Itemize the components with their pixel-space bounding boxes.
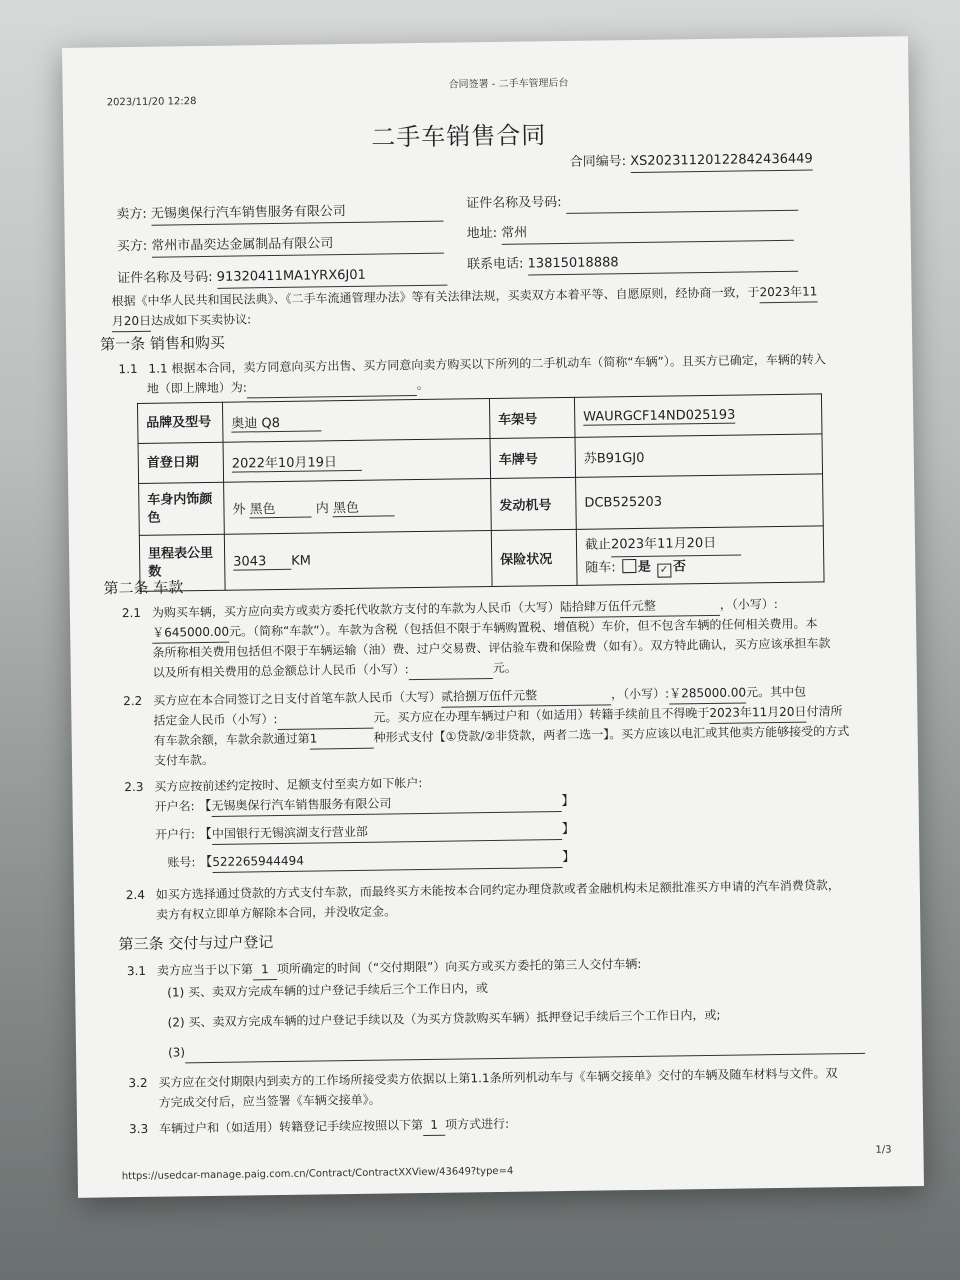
total-price-lower: ￥645000.00: [152, 622, 229, 644]
value-exterior: 黑色: [249, 497, 311, 518]
seller-cert-label: 证件名称及号码:: [466, 195, 562, 212]
mileage-unit: KM: [291, 553, 312, 569]
contract-number-label: 合同编号:: [569, 154, 627, 170]
seller-row: [116, 201, 443, 227]
label-first-reg: 首登日期: [138, 442, 224, 483]
account-name-row: 开户名: 【无锡奥保行汽车销售服务有限公司 】: [154, 791, 574, 818]
buyer-label: 买方:: [116, 238, 148, 255]
exterior-label: 外: [232, 501, 246, 518]
value-first-reg: 2022年10月19日: [232, 450, 362, 472]
value-mileage: 3043: [233, 553, 291, 570]
bank-label: 开户行:: [154, 827, 196, 842]
label-insurance: 保险状况: [491, 529, 577, 586]
print-timestamp: 2023/11/20 12:28: [106, 96, 197, 109]
clause-2-2-line4: 支付车款。: [153, 752, 215, 768]
clause-3-2-line2: 方完成交付后，应当签署《车辆交接单》。: [158, 1092, 381, 1110]
option-no: 否: [672, 559, 687, 575]
preamble-line2: 月20日达成如下买卖协议:: [112, 309, 252, 332]
option-yes: 是: [637, 559, 651, 575]
delivery-option-1: (1) 买、卖双方完成车辆的过户登记手续后三个工作日内，或: [167, 981, 489, 1000]
clause-2-1-line4: 以及所有相关费用的总金额总计人民币（小写）: 元。: [153, 658, 517, 684]
with-car-label: 随车:: [585, 560, 616, 576]
clause-1-1-line1: 1.1 1.1 根据本合同，卖方同意向买方出售、买方同意向卖方购买以下所列的二手机动车（简称“车辆”）。且买方已确定，车辆的转入: [118, 352, 826, 377]
section2-heading: 第二条 车款: [103, 578, 184, 598]
label-engine: 发动机号: [491, 477, 577, 530]
total-price-upper: 陆拾肆万伍仟元整: [560, 595, 720, 618]
bank-row: 开户行: 【中国银行无锡滨湖支行营业部 】: [155, 819, 575, 846]
phone-label: 联系电话:: [466, 256, 524, 273]
clause-2-1-line2: ￥645000.00元。（简称“车款”）。车款为含税（包括但不限于车辆购置税、增值税）车价，但不包含车辆的任何相关费用。本: [152, 613, 818, 643]
seller-label: 卖方:: [116, 206, 147, 223]
print-page-title: 合同签署 - 二手车管理后台: [448, 77, 569, 91]
insurance-until-label: 截止: [584, 537, 612, 553]
seller-cert-row: [466, 190, 798, 216]
page-number: 1/3: [875, 1144, 892, 1156]
clause-2-2-line2: 括定金人民币（小写）: 元。买方应在办理车辆过户和（如适用）转籍手续前且不得晚于2023年11月20日付清所: [153, 701, 842, 732]
clause-3-2-line1: 3.2 买方应在交付期限内到卖方的工作场所接受卖方依据以上第1.1条所列机动车与《车辆交接单》交付的车辆及随车材料与文件。双: [128, 1066, 838, 1091]
clause-2-1-line3: 条所称相关费用包括但不限于车辆运输（油）费、过户交易费、评估验车费和保险费（如有）。双方特此确认，买方应该承担车款: [152, 636, 831, 660]
clause-3-1-line1: 3.1 卖方应当于以下第 1 项所确定的时间（“交付期限”）向买方或买方委托的第三人交付车辆:: [127, 954, 642, 982]
label-mileage: 里程表公里数: [139, 534, 225, 591]
value-interior: 黑色: [333, 496, 395, 517]
label-plate: 车牌号: [490, 437, 576, 478]
value-plate: 苏B91GJ0: [583, 450, 645, 467]
value-vin: WAURGCF14ND025193: [583, 407, 736, 425]
clause-2-2-line3: 有车款余额，车款余款通过第1 种形式支付【①贷款/②非贷款，两者二选一】。买方应该以电汇或其他卖方能够接受的方式: [153, 724, 850, 748]
sign-date-part2: 月20日: [112, 311, 152, 333]
checkbox-yes: [622, 559, 636, 573]
checkbox-no-checked: ✓: [657, 564, 671, 578]
delivery-option-number: 1: [253, 959, 277, 980]
buyer-cert-label: 证件名称及号码:: [117, 269, 213, 287]
account-name: 无锡奥保行汽车销售服务有限公司: [211, 791, 561, 817]
interior-label: 内: [315, 500, 329, 516]
delivery-option-3: (3): [168, 1033, 865, 1064]
down-payment-upper: 贰拾捌万伍仟元整: [441, 684, 611, 707]
contract-number-row: [570, 149, 813, 173]
section3-heading: 第三条 交付与过户登记: [118, 933, 274, 954]
clause-1-1-line2: 地（即上牌地）为: 。: [147, 375, 429, 400]
delivery-option-2: (2) 买、卖双方完成车辆的过户登记手续以及（为买方贷款购买车辆）抵押登记手续后三个工作日内，或;: [167, 1007, 721, 1030]
vehicle-spec-table: [137, 393, 825, 592]
buyer-row: [117, 233, 444, 259]
buyer-address: 常州: [501, 220, 793, 245]
clause-2-4-line2: 卖方有权立即单方解除本合同，并没收定金。: [156, 904, 397, 922]
value-engine: DCB525203: [584, 494, 663, 511]
label-brand-model: 品牌及型号: [137, 402, 223, 443]
down-payment-lower: ￥285000.00: [669, 682, 746, 704]
clause-2-3-line1: 2.3 买方应按前述约定按时、足额支付至卖方如下帐户:: [124, 776, 423, 795]
address-label: 地址:: [466, 225, 498, 242]
clause-2-4-line1: 2.4 如买方选择通过贷款的方式支付车款，而最终买方未能按本合同约定办理贷款或者金融机构未足额批准买方申请的汽车消费贷款，: [125, 878, 840, 903]
clause-2-1-line1: 2.1 为购买车辆，买方应向卖方或卖方委托代收款方支付的车款为人民币（大写）陆拾肆万伍仟元整 ，（小写）:: [122, 594, 778, 624]
buyer-address-row: [467, 220, 794, 246]
transfer-deadline: 2023年11月20日: [709, 702, 806, 724]
seller-name: 无锡奥保行汽车销售服务有限公司: [151, 201, 443, 226]
account-number-label: 账号:: [167, 855, 196, 870]
account-name-label: 开户名:: [154, 799, 195, 814]
buyer-name: 常州市晶奕达金属制品有限公司: [151, 233, 443, 258]
payment-method: 1: [310, 728, 374, 750]
preamble-line1: 根据《中华人民共和国民法典》、《二手车流通管理办法》等有关法律法规，买卖双方本着平等、自愿原则，经协商一致，于2023年11: [111, 281, 817, 312]
phone-row: [467, 251, 798, 277]
buyer-phone: 13815018888: [527, 251, 797, 276]
transfer-option-number: 1: [423, 1115, 445, 1136]
bank-name: 中国银行无锡滨湖支行营业部: [212, 819, 562, 845]
print-url: https://usedcar-manage.paig.com.cn/Contract/ContractXXView/43649?type=4: [121, 1165, 514, 1183]
contract-number-value: XS20231120122842436449: [630, 149, 813, 173]
label-color: 车身内饰颜色: [139, 482, 225, 535]
buyer-cert-number: 91320411MA1YRX6J01: [217, 265, 447, 289]
account-number: 522265944494: [212, 847, 562, 873]
clause-3-3-line1: 3.3 车辆过户和（如适用）转籍登记手续应按照以下第 1 项方式进行:: [129, 1114, 509, 1140]
contract-page: [62, 36, 924, 1198]
value-insurance-until: 2023年11月20日: [611, 533, 741, 558]
clause-2-2-line1: 2.2 买方应在本合同签订之日支付首笔车款人民币（大写）贰拾捌万伍仟元整 ，（小写）:￥285000.00元。其中包: [123, 682, 806, 713]
account-number-row: 账号: 【522265944494 】: [155, 847, 575, 874]
label-vin: 车架号: [489, 397, 575, 438]
section1-heading: 第一条 销售和购买: [100, 333, 226, 354]
document-title: 二手车销售合同: [371, 121, 547, 152]
value-brand-model: 奥迪 Q8: [231, 411, 321, 432]
sign-date-part1: 2023年11: [759, 281, 817, 303]
